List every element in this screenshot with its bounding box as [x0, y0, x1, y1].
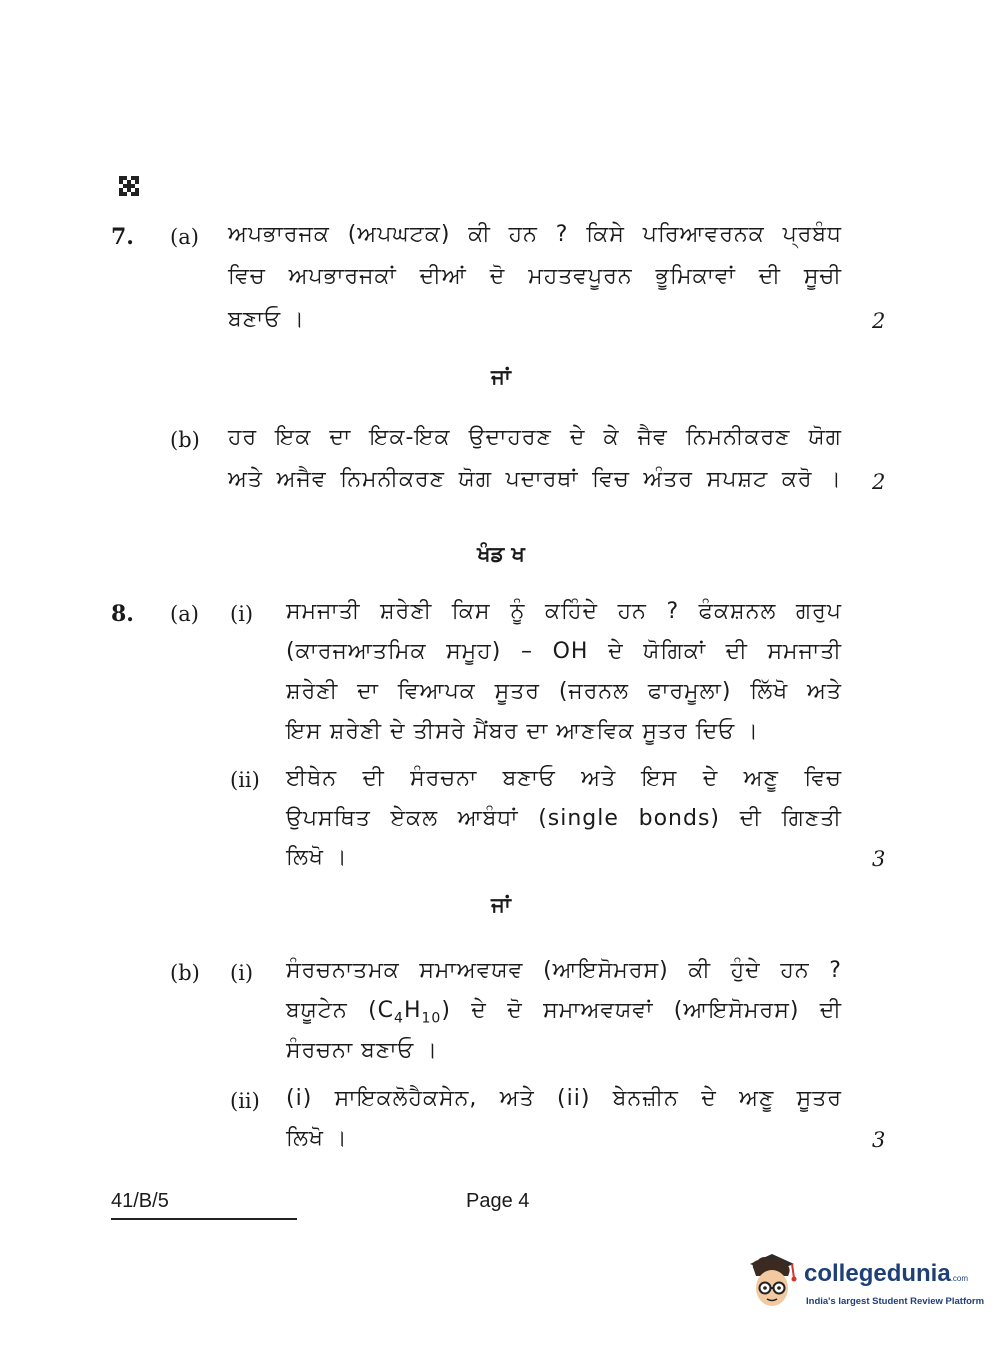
question-text-line: (ਕਾਰਜਆਤਮਿਕ ਸਮੂਹ) – OH ਦੇ ਯੋਗਿਕਾਂ ਦੀ ਸਮਜਾਤੀ [286, 639, 842, 664]
question-text-line: ਇਸ ਸ਼ਰੇਣੀ ਦੇ ਤੀਸਰੇ ਮੈਂਬਰ ਦਾ ਆਣਵਿਕ ਸੂਤਰ ਦਿਓ । [286, 719, 759, 744]
question-text-line: ਬਯੂਟੇਨ $(C_4H_{10})$ ਦੇ ਦੋ ਸਮਾਅਵਯਵਾਂ (ਆਇਸੋਮਰਸ) ਦੀ [286, 998, 842, 1027]
question-number: 7. [111, 224, 134, 250]
subpart-label: (ii) [230, 1089, 260, 1113]
subpart-label: (i) [230, 961, 254, 985]
question-text-line: ਲਿਖੋ । [286, 845, 348, 870]
question-text-line: ਲਿਖੋ । [286, 1126, 348, 1151]
question-text-line: ਸਮਜਾਤੀ ਸ਼ਰੇਣੀ ਕਿਸ ਨੂੰ ਕਹਿੰਦੇ ਹਨ ? ਫੰਕਸ਼ਨਲ ਗਰੁਪ [286, 599, 842, 624]
marks-label: 3 [872, 1128, 886, 1152]
question-text-line: ਵਿਚ ਅਪਭਾਰਜਕਾਂ ਦੀਆਂ ਦੋ ਮਹਤਵਪੂਰਨ ਭੂਮਿਕਾਵਾਂ ਦੀ ਸੂਚੀ [228, 264, 842, 289]
page-number: Page 4 [466, 1190, 530, 1212]
question-text-line: ਬਣਾਓ । [228, 307, 305, 332]
subpart-label: (i) [230, 602, 254, 626]
question-text-line: ਅਤੇ ਅਜੈਵ ਨਿਮਨੀਕਰਣ ਯੋਗ ਪਦਾਰਥਾਂ ਵਿਚ ਅੰਤਰ ਸਪਸ਼ਟ ਕਰੋ । [228, 467, 842, 492]
question-text-line: (i) ਸਾਇਕਲੋਹੈਕਸੇਨ, ਅਤੇ (ii) ਬੇਨਜ਼ੀਨ ਦੇ ਅਣੂ ਸੂਤਰ [286, 1086, 842, 1111]
qr-code-icon [119, 176, 139, 196]
question-text-line: ਸ਼ਰੇਣੀ ਦਾ ਵਿਆਪਕ ਸੂਤਰ (ਜਰਨਲ ਫਾਰਮੂਲਾ) ਲਿੱਖੋ ਅਤੇ [286, 679, 842, 704]
question-number: 8. [111, 601, 134, 627]
part-label: (b) [170, 428, 200, 452]
or-divider: ਜਾਂ [491, 893, 511, 917]
subpart-label: (ii) [230, 768, 260, 792]
question-text-line: ਉਪਸਥਿਤ ਏਕਲ ਆਬੰਧਾਂ (single bonds) ਦੀ ਗਿਣਤੀ [286, 806, 842, 831]
marks-label: 2 [872, 309, 886, 333]
logo-name: collegedunia [804, 1260, 951, 1287]
logo-tagline: India's largest Student Review Platform [806, 1296, 985, 1307]
part-label: (b) [170, 961, 200, 985]
part-label: (a) [170, 602, 199, 626]
part-label: (a) [170, 225, 199, 249]
question-text-line: ਈਥੇਨ ਦੀ ਸੰਰਚਨਾ ਬਣਾਓ ਅਤੇ ਇਸ ਦੇ ਅਣੂ ਵਿਚ [286, 766, 842, 791]
question-text-line: ਸੰਰਚਨਾਤਮਕ ਸਮਾਅਵਯਵ (ਆਇਸੋਮਰਸ) ਕੀ ਹੁੰਦੇ ਹਨ ? [286, 958, 842, 983]
marks-label: 3 [872, 847, 886, 871]
question-text-line: ਅਪਭਾਰਜਕ (ਅਪਘਟਕ) ਕੀ ਹਨ ? ਕਿਸੇ ਪਰਿਆਵਰਨਕ ਪ੍ਰਬੰਧ [228, 222, 842, 247]
logo-tld: .com [950, 1274, 969, 1283]
marks-label: 2 [872, 470, 886, 494]
section-heading: ਖੰਡ ਖ [477, 542, 525, 566]
footer-rule [111, 1218, 297, 1220]
question-text-line: ਹਰ ਇਕ ਦਾ ਇਕ-ਇਕ ਉਦਾਹਰਣ ਦੇ ਕੇ ਜੈਵ ਨਿਮਨੀਕਰਣ ਯੋਗ [228, 425, 842, 450]
paper-code: 41/B/5 [111, 1190, 169, 1212]
question-text-line: ਸੰਰਚਨਾ ਬਣਾਓ । [286, 1038, 439, 1063]
mascot-icon [742, 1248, 802, 1312]
or-divider: ਜਾਂ [491, 365, 511, 389]
collegedunia-logo [742, 1248, 985, 1318]
